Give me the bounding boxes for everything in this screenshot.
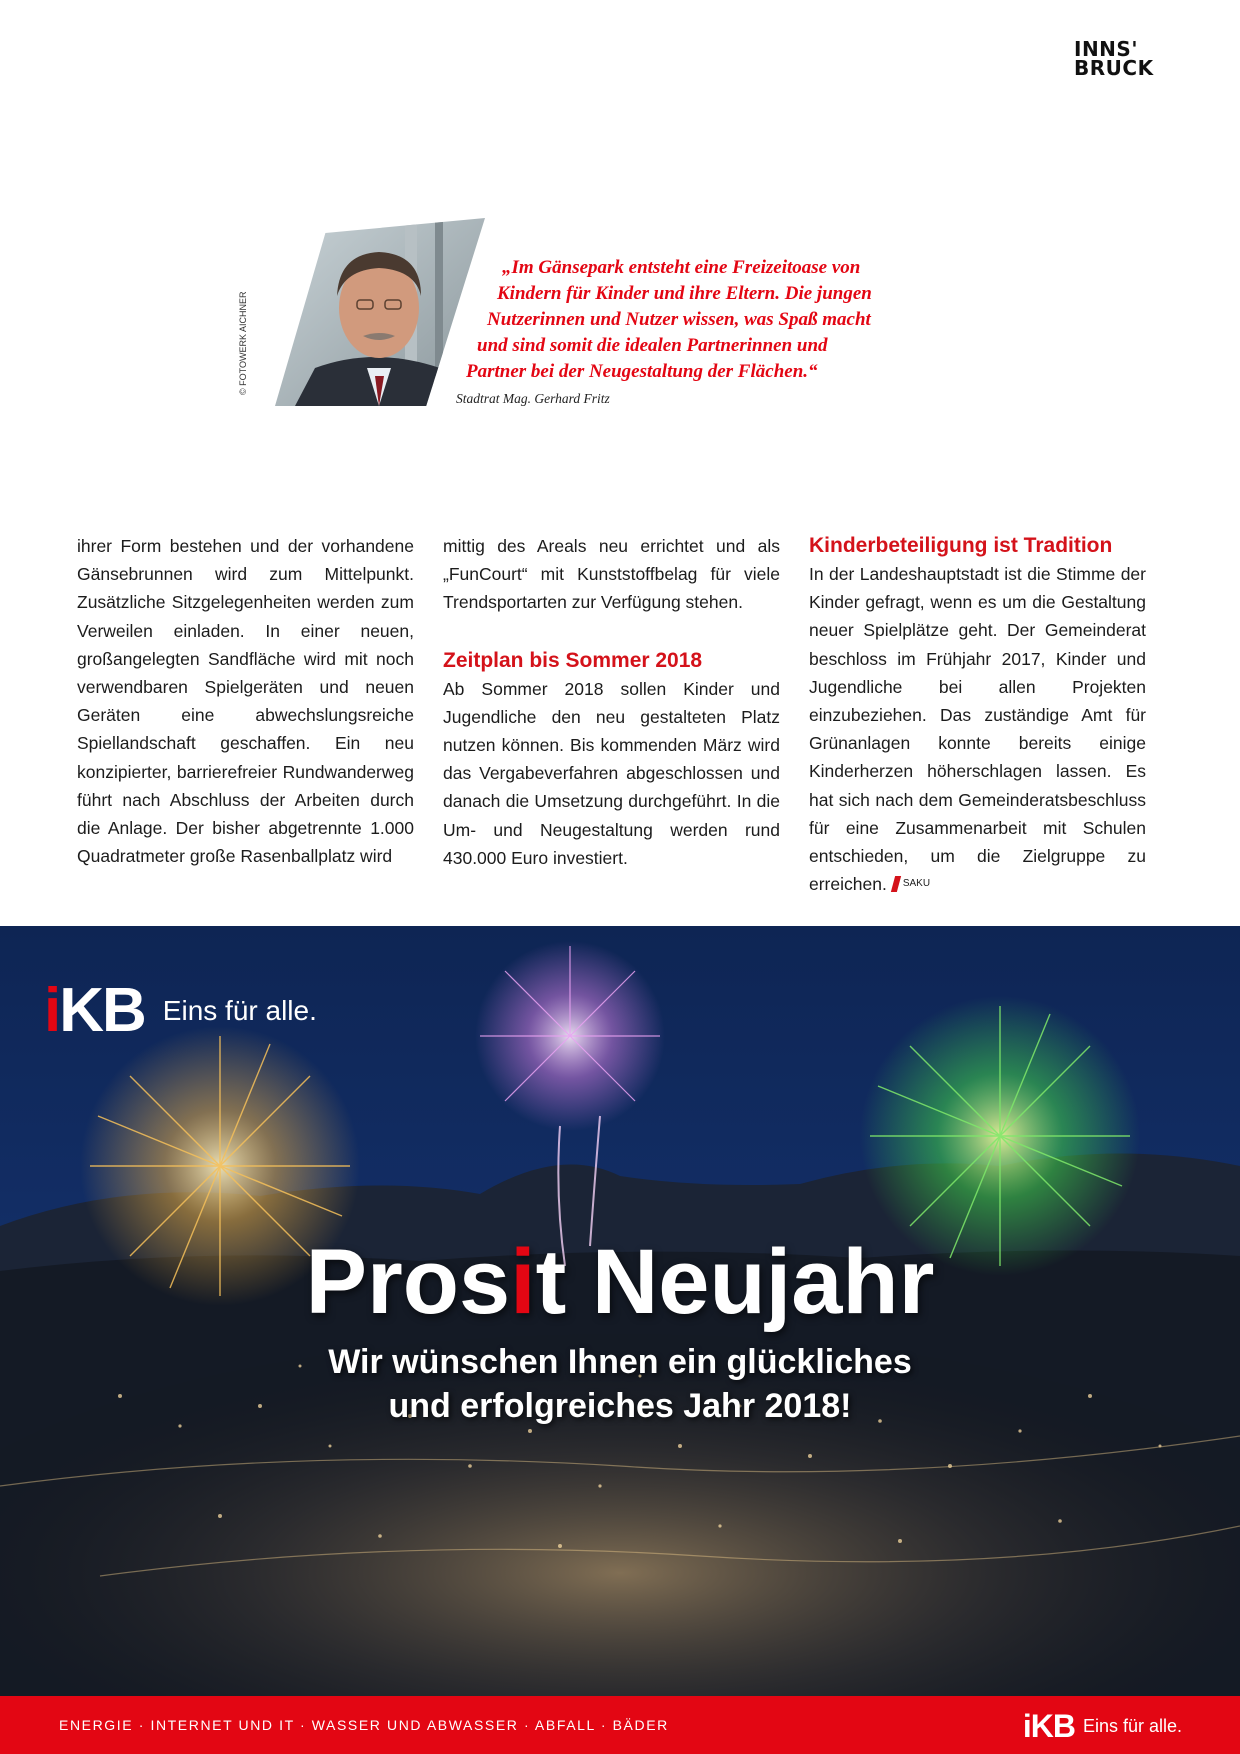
wish-line-2: und erfolgreiches Jahr 2018! (388, 1387, 852, 1425)
quote-author: Stadtrat Mag. Gerhard Fritz (456, 391, 610, 406)
footer-ikb-logo (1023, 1708, 1182, 1745)
pull-quote (440, 255, 920, 385)
ikb-logo-mark (44, 976, 145, 1045)
quote-line: Partner bei der Neugestaltung der Flächen.“ (466, 361, 818, 382)
article-column-1 (77, 532, 414, 870)
ad-footer-strip (0, 1696, 1240, 1754)
column-2-intro: mittig des Areals neu errichtet und als „FunCourt“ mit Kunststoffbelag für viele Trendsportarten zur Verfügung stehen. (443, 536, 780, 613)
headline-part-b: t Neujahr (535, 1231, 935, 1333)
quote-line: Kindern für Kinder und ihre Eltern. Die jungen (497, 283, 872, 304)
article-column-2 (443, 532, 780, 872)
quote-line: Nutzerinnen und Nutzer wissen, was Spaß macht (487, 309, 871, 330)
author-signature: SAKU (902, 878, 931, 890)
headline-part-a: Pros (305, 1231, 511, 1333)
wish-line-1: Wir wünschen Ihnen ein glückliches (328, 1343, 912, 1381)
footer-logo-i: i (1022, 1708, 1031, 1744)
section-heading-kinderbeteiligung: Kinderbeteiligung ist Tradition (809, 534, 1113, 557)
innsbruck-logo (1074, 37, 1154, 80)
ikb-logo-i: i (44, 976, 60, 1045)
footer-logo-mark (1023, 1708, 1075, 1745)
photo-credit: © FOTOWERK AICHNER (238, 291, 248, 395)
column-3-body: In der Landeshauptstadt ist die Stimme der Kinder gefragt, wenn es um die Gestaltung neuer Spielplätze geht. Der Gemeinderat beschloss im Frühjahr 2017, Kinder und Jugendliche bei allen Projekten einzubeziehen. Das zuständige Amt für Grünanlagen konnte bereits einige Kinderherzen höherschlagen lassen. Es hat sich nach dem Gemeinderatsbeschluss für eine Zusammenarbeit mit Schulen entschieden, um die Zielgruppe zu erreichen. (809, 564, 1146, 895)
ikb-tagline: Eins für alle. (162, 995, 317, 1026)
quote-line: und sind somit die idealen Partnerinnen und (477, 335, 828, 356)
column-1-text: ihrer Form bestehen und der vorhandene Gänsebrunnen wird zum Mittelpunkt. Zusätzliche Sitzgelegenheiten werden zum Verweilen einladen. In einer neuen, großangelegten Sandfläche wird mit noch verwendbaren Spielgeräten und neuen Geräten eine abwechslungsreiche Spiellandschaft geschaffen. Ein neu konzipierter, barrierefreier Rundwanderweg führt nach Abschluss der Arbeiten durch die Anlage. Der bisher abgetrennte 1.000 Quadratmeter große Rasenballplatz wird (77, 536, 414, 867)
column-2-body: Ab Sommer 2018 sollen Kinder und Jugendliche den neu gestalteten Platz nutzen können. Bis kommenden März wird das Vergabeverfahren abgeschlossen und danach die Umsetzung durchgeführt. In die Um- und Neugestaltung werden rund 430.000 Euro investiert. (443, 678, 780, 868)
ikb-logo-kb: KB (59, 976, 145, 1045)
logo-line-1: INNS' (1074, 37, 1138, 61)
logo-line-2: BRUCK (1074, 56, 1154, 80)
end-mark-icon (891, 876, 901, 892)
ad-headline (0, 1231, 1240, 1333)
section-heading-zeitplan: Zeitplan bis Sommer 2018 (443, 648, 703, 672)
footer-logo-kb: KB (1030, 1708, 1075, 1744)
quote-line: „Im Gänsepark entsteht eine Freizeitoase von (502, 257, 861, 278)
services-list: ENERGIE · INTERNET UND IT · WASSER UND ABWASSER · ABFALL · BÄDER (59, 1717, 669, 1733)
headline-red-i: i (510, 1231, 536, 1333)
article-column-3 (809, 532, 1146, 898)
ikb-logo (44, 976, 317, 1045)
ad-wish (0, 1340, 1240, 1428)
footer-tagline: Eins für alle. (1082, 1716, 1182, 1736)
